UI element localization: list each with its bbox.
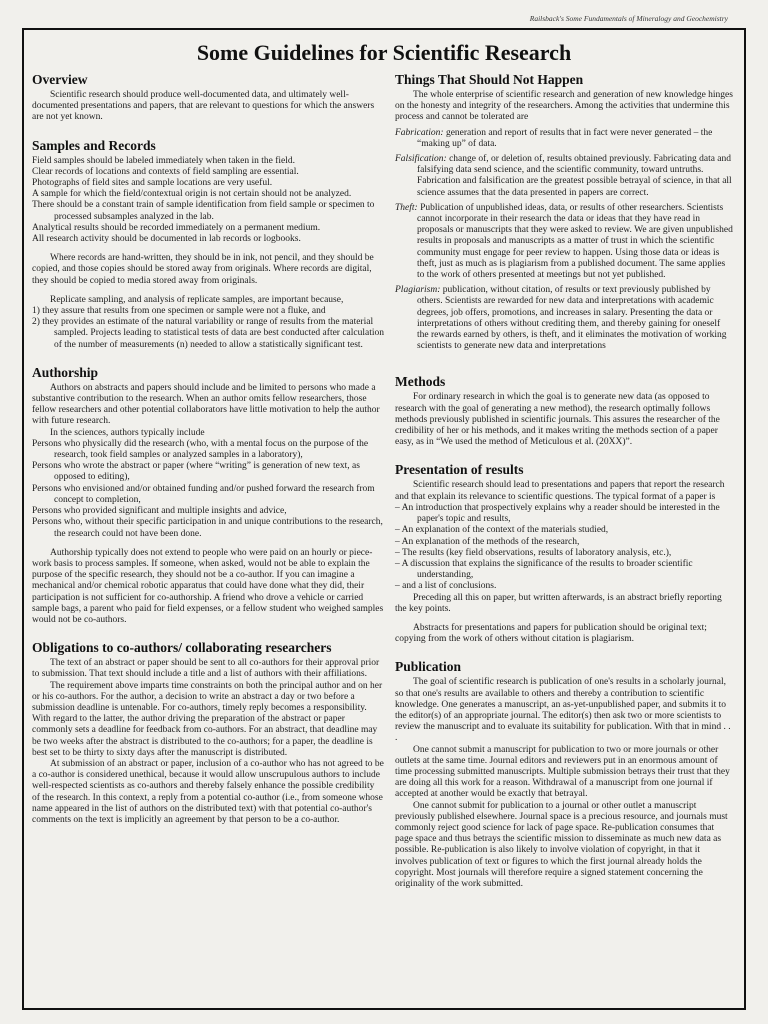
publication-heading: Publication: [395, 659, 462, 675]
paper-format-item: – An introduction that prospectively explains why a reader should be interested in the paper's topic and results,: [395, 502, 720, 525]
authorship-item: Persons who envisioned and/or obtained funding and/or pushed forward the research from concept to completion,: [32, 483, 375, 505]
authorship-item: Persons who, without their specific participation in and unique contributions to the research, the research could not have been done.: [32, 517, 383, 539]
abstract-paragraph: Preceding all this on paper, but written afterwards, is an abstract briefly reporting the key points.: [395, 592, 722, 614]
methods-paragraph: For ordinary research in which the goal is to generate new data (as opposed to research with the goal of generating a new method), the research optimally follows methods previously published in scientific journals. This assures the researcher of the credibility of her or his methods, and it makes writing the methods section of a paper easy, as in “We used the method of Meticulous et al. (20XX)”.: [395, 392, 720, 448]
falsification-text: change of, or deletion of, results obtained previously. Fabricating data and falsifying data send science, and the scientific community, toward untruths. Fabrication and falsification are the greatest possible betrayal of science, in that all science assumes that the data presented in papers are correct.: [417, 154, 732, 198]
authorship-item: Persons who provided significant and multiple insights and advice,: [32, 506, 287, 517]
section-obligations: [32, 640, 384, 826]
presentation-heading: Presentation of results: [395, 462, 524, 478]
replicate-reason-1: 1) they assure that results from one specimen or sample were not a fluke, and: [32, 306, 326, 317]
authorship-item: Persons who physically did the research (who, with a mental focus on the purpose of the research, took field samples or analyzed samples in a laboratory),: [32, 438, 369, 461]
publication-paragraph: One cannot submit a manuscript for publication to two or more journals or other outlets at the same time. Journal editors and reviewers put in an enormous amount of time processing submitted manuscripts. Multiple submission betrays their trust that they are doing all this work for a reason. Withdrawal of a manuscript from one journal if accepted at another would be exactly that betrayal.: [395, 744, 730, 800]
fabrication-term: Fabrication:: [395, 127, 444, 138]
samples-heading: Samples and Records: [32, 137, 156, 153]
samples-item: Photographs of field sites and sample locations are very useful.: [32, 178, 273, 189]
overview-heading: Overview: [32, 72, 88, 87]
authorship-exclusion-paragraph: Authorship typically does not extend to people who were paid on an hourly or piece-work basis to process samples. If someone, when asked, would not be able to explain the purpose of the specific research, they should not be a co-author. If you can imagine a mechanical and/or chemical robotic apparatus that could have done what they did, their participation is not sufficient for co-authorship. A friend who drove a vehicle or carried sample bags, a parent who paid for field expenses, or a fellow student who weighed samples would not be co-authors.: [32, 547, 384, 625]
samples-item: Field samples should be labeled immediately when taken in the field.: [32, 155, 296, 166]
publication-paragraph: The goal of scientific research is publication of one's results in a scholarly journal, so that one's results are available to others and thereby a contribution to scientific knowledge. One generates a manuscript, an as-yet-unpublished paper, and submits it to the editor(s) of an appropriate journal. The editor(s) then ask two or more scientists to review the manuscript and to evaluate its suitability for publication. With that in mind . . .: [395, 677, 731, 744]
falsification-term: Falsification:: [395, 154, 447, 165]
samples-item: All research activity should be documented in lab records or logbooks.: [32, 234, 301, 245]
section-presentation: [395, 462, 733, 645]
paper-format-item: – A discussion that explains the significance of the results to broader scientific understanding,: [395, 558, 693, 581]
section-overview: [32, 72, 384, 124]
left-column: [32, 72, 384, 826]
samples-item: A sample for which the field/contextual origin is not certain should not be analyzed.: [32, 189, 352, 200]
obligations-paragraph: The requirement above imparts time constraints on both the principal author and on her or his co-authors. For the author, a decision to write an abstract a day or two before a submission deadline is untenable. For co-authors, timely reply becomes a responsibility. With regard to the latter, the author driving the preparation of the abstract or paper commonly sets a deadline for feedback from co-authors. For an abstract, that deadline may be two weeks after the abstract is distributed to the co-authors; for a paper, the deadline is best set to be thirty to sixty days after the manuscript is distributed.: [32, 680, 383, 758]
replicate-reason-2: 2) they provides an estimate of the natural variability or range of results from the material sampled. Projects leading to statistical tests of data are best conducted after calculation of the number of measurements (n) needed to allow a statistically significant test.: [32, 317, 385, 350]
fabrication-text: generation and report of results that in fact were never generated – the “making up” of data.: [417, 127, 713, 149]
replicate-paragraph: Replicate sampling, and analysis of replicate samples, are important because,: [50, 294, 344, 305]
obligations-heading: Obligations to co-authors/ collaborating researchers: [32, 640, 332, 656]
methods-heading: Methods: [395, 374, 446, 390]
theft-term: Theft:: [395, 202, 418, 213]
theft-item: [395, 203, 733, 281]
section-authorship: [32, 365, 384, 626]
samples-item: There should be a constant train of sample identification from field sample or specimen to processed subsamples analyzed in the lab.: [32, 200, 375, 222]
plagiarism-item: [395, 285, 733, 352]
right-column: [395, 72, 733, 890]
originality-paragraph: Abstracts for presentations and papers for publication should be original text; copying from the work of others without citation is plagiarism.: [395, 622, 707, 645]
obligations-paragraph: The text of an abstract or paper should be sent to all co-authors for their approval prior to submission. That text should include a title and a list of authors with their affiliations.: [32, 658, 380, 680]
paper-format-item: – and a list of conclusions.: [395, 581, 497, 592]
authorship-lead: In the sciences, authors typically include: [50, 427, 205, 438]
running-header: Railsback's Some Fundamentals of Mineralogy and Geochemistry: [529, 14, 728, 23]
theft-text: Publication of unpublished ideas, data, or results of other researchers. Scientists cannot incorporate in their research the data or ideas that they have read in proposals or manuscripts that they were asked to review. We are given unpublished results in proposals and manuscripts as a matter of trust in which the scientific community must engage for peer review to happen. Using those data or ideas is theft, just as much as is plagiarism from a published document. The same applies to the work of others presented at meetings but not yet published.: [417, 202, 733, 281]
paper-format-item: – An explanation of the methods of the research,: [395, 536, 580, 547]
plagiarism-term: Plagiarism:: [395, 285, 441, 296]
authorship-heading: Authorship: [32, 364, 99, 380]
things-paragraph: The whole enterprise of scientific research and generation of new knowledge hinges on the honesty and integrity of the researchers. Among the activities that undermine this process and cannot be tolerated are: [395, 90, 733, 123]
falsification-item: [395, 154, 733, 199]
document-title: Some Guidelines for Scientific Research: [196, 40, 572, 65]
presentation-paragraph: Scientific research should lead to presentations and papers that report the research and that explain its relevance to scientific questions. The typical format of a paper is: [395, 480, 725, 502]
section-samples: [32, 138, 384, 351]
section-publication: [395, 659, 733, 890]
plagiarism-text: publication, without citation, of results or text previously published by others. Scientists are rewarded for new data and interpretations with academic degrees, job offers, promotions, and increases in salary. Presenting the data or interpretations of others without crediting them, and thereby gaining for oneself the rewards earned by others, is theft, and it eliminates the motivation of working scientists to generate new data and interpretations: [417, 285, 727, 352]
paper-format-item: – The results (key field observations, results of laboratory analysis, etc.),: [395, 547, 672, 558]
things-heading: Things That Should Not Happen: [395, 72, 584, 87]
paper-format-item: – An explanation of the context of the materials studied,: [395, 525, 609, 536]
authorship-paragraph: Authors on abstracts and papers should include and be limited to persons who made a substantive contribution to the research. When an author omits fellow researchers, those fellow researchers and other potential collaborators have little motivation to help the author with future research.: [32, 382, 380, 427]
records-paragraph: Where records are hand-written, they should be in ink, not pencil, and they should be copied, and those copies should be stored away from originals. Where records are digital, they should be copied to media stored away from originals.: [32, 253, 374, 286]
fabrication-item: [395, 128, 733, 150]
publication-paragraph: One cannot submit for publication to a journal or other outlet a manuscript previously published elsewhere. Journal space is a precious resource, and journals must commonly reject good science for lack of page space. Re-publication consumes that page space and thus betrays the scientific mission to disseminate as much new data as possible. Re-publication is also likely to involve violation of copyright, in that it involves publication of text or figures to which the first journal already holds the copyright. Most journals will therefore require a signed statement concerning the originality of the work submitted.: [395, 800, 728, 889]
obligations-paragraph: At submission of an abstract or paper, inclusion of a co-author who has not agreed to be a co-author is considered unethical, because it would allow unscrupulous authors to include well-respected scientists as co-authors and thereby falsely enhance the possible credibility of the research. In this context, a reply from a potential co-author (i.e., from someone whose name appeared in the list of authors on the distributed text) with that potential co-author's comments on the text is implicitly an agreement by that person to be a co-author.: [32, 758, 384, 825]
section-things: [395, 72, 733, 352]
samples-item: Analytical results should be recorded immediately on a permanent medium.: [32, 222, 321, 233]
section-methods: [395, 374, 733, 448]
authorship-item: Persons who wrote the abstract or paper (where “writing” is generation of new text, as opposed to editing),: [32, 461, 360, 483]
overview-paragraph: Scientific research should produce well-documented data, and ultimately well-documented presentations and papers, that are relevant to questions for which the answers are not yet known.: [32, 90, 375, 123]
samples-item: Clear records of locations and contexts of field sampling are essential.: [32, 166, 299, 177]
